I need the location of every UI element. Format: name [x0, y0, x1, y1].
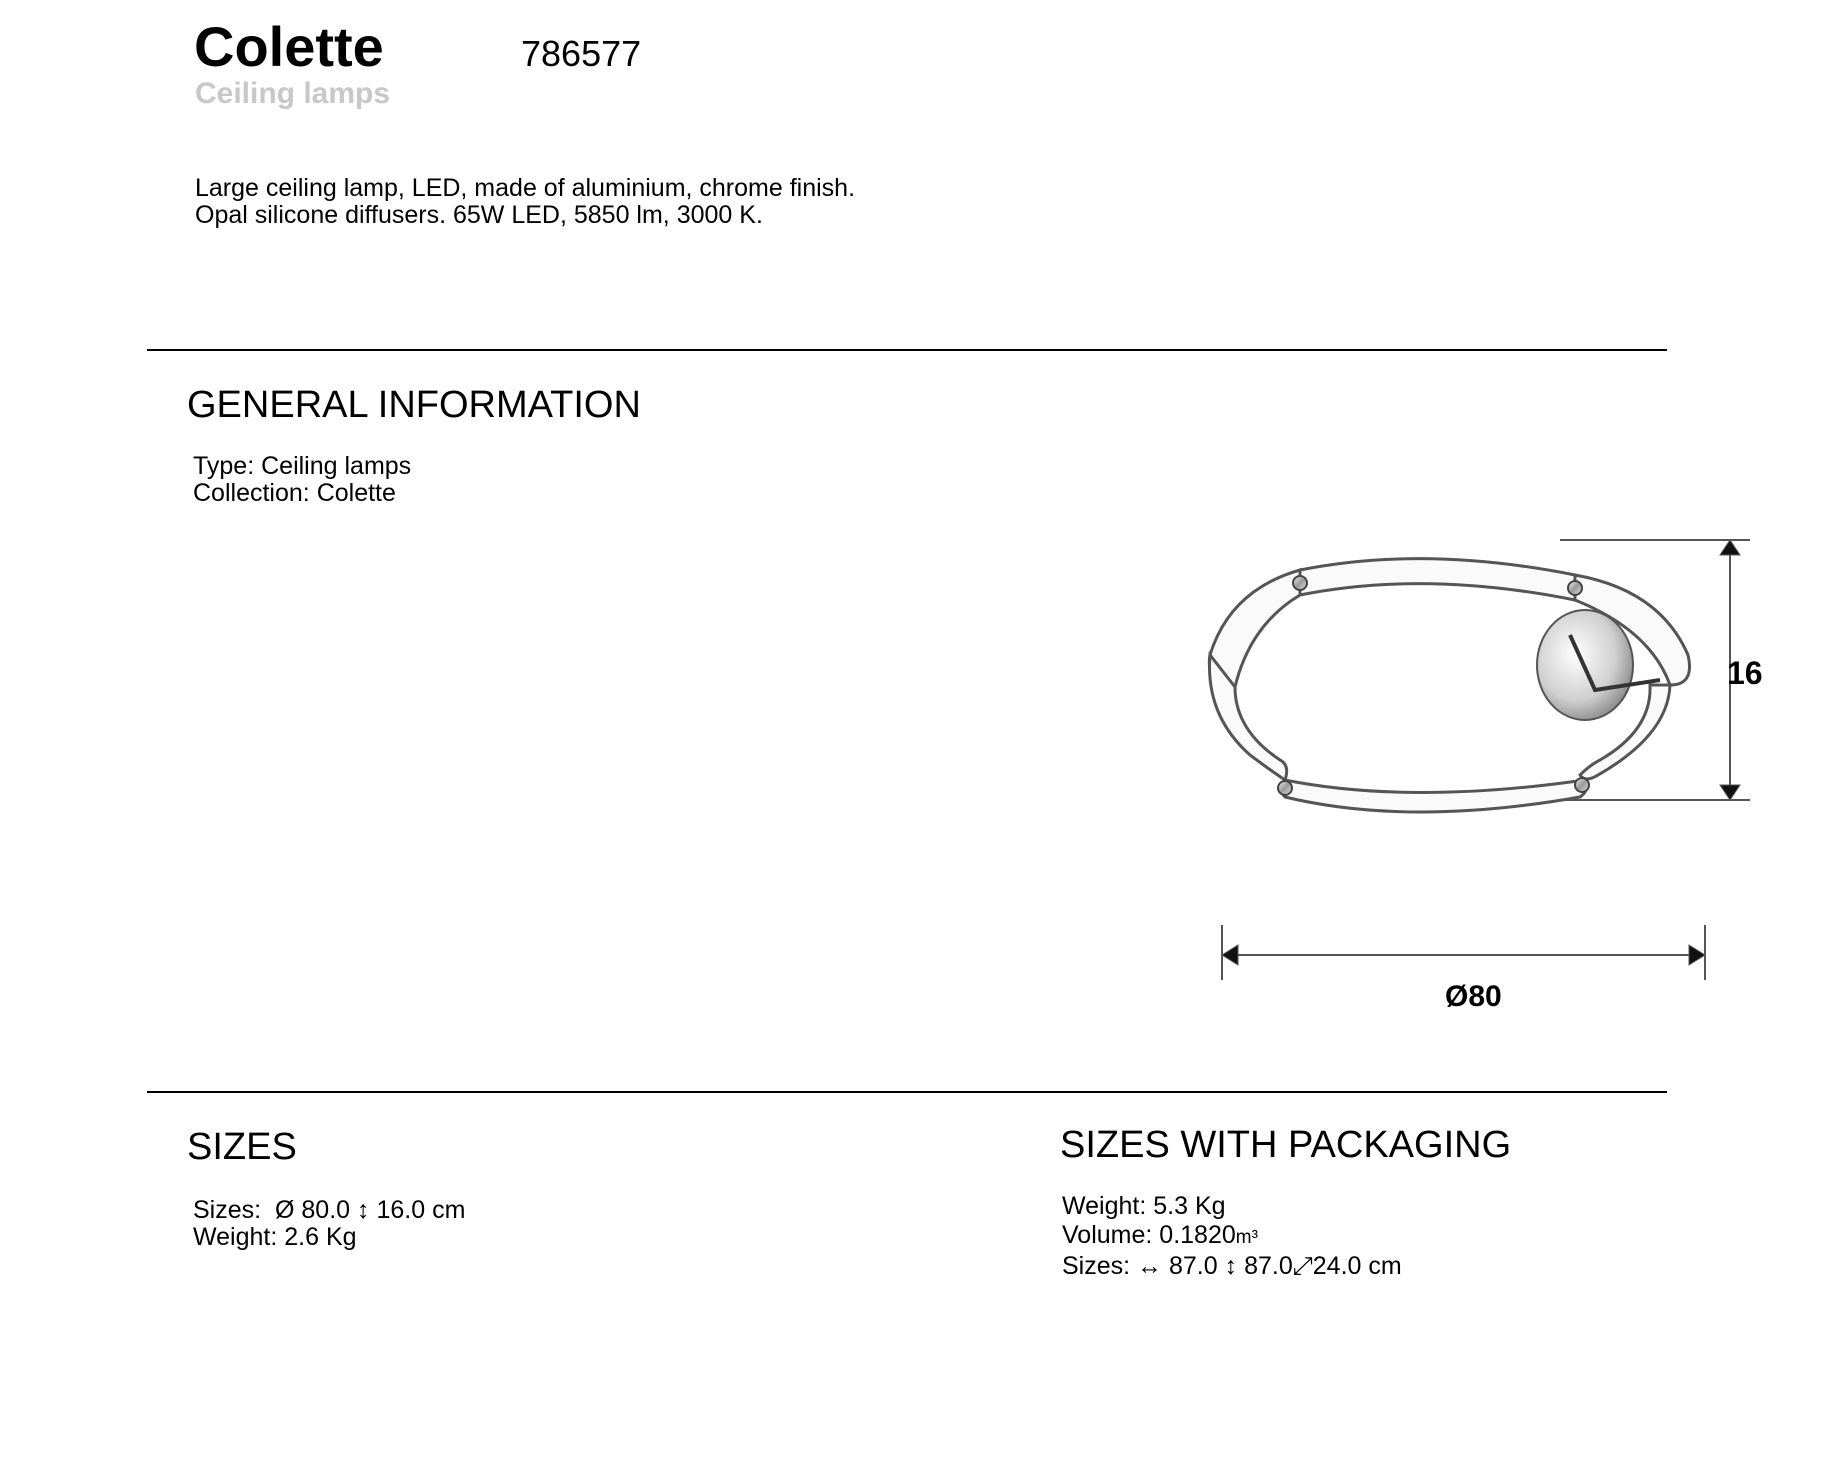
packaging-width-value: 87.0 [1169, 1252, 1218, 1280]
height-arrow-icon: ↕ [1224, 1252, 1238, 1280]
diameter-dimension-label: Ø80 [1445, 980, 1502, 1013]
packaging-weight-value: 5.3 Kg [1153, 1192, 1226, 1220]
packaging-sizes-line [1062, 1252, 1402, 1280]
height-arrow-icon: ↕ [357, 1196, 370, 1224]
description-line-1: Large ceiling lamp, LED, made of aluminium, chrome finish. [195, 174, 856, 202]
weight-label: Weight: [193, 1223, 278, 1251]
sizes-label: Sizes: [193, 1196, 262, 1224]
collection-label: Collection: [193, 479, 310, 507]
collection-value: Colette [316, 479, 396, 507]
lamp-technical-drawing [1190, 535, 1770, 1025]
weight-value: 2.6 Kg [284, 1223, 357, 1251]
depth-arrow-icon: ⤢ [1292, 1252, 1313, 1280]
section-heading-general: GENERAL INFORMATION [187, 384, 641, 426]
packaging-volume-value: 0.1820 [1159, 1221, 1236, 1249]
weight-line [193, 1223, 357, 1251]
packaging-volume-label: Volume: [1062, 1221, 1153, 1249]
packaging-depth-value: 24.0 cm [1312, 1252, 1402, 1280]
packaging-weight-line [1062, 1192, 1226, 1220]
divider [147, 1091, 1667, 1093]
packaging-weight-label: Weight: [1062, 1192, 1147, 1220]
section-heading-packaging: SIZES WITH PACKAGING [1060, 1124, 1512, 1166]
product-category: Ceiling lamps [195, 77, 391, 110]
volume-unit: m³ [1235, 1227, 1258, 1248]
diameter-value: 80.0 [301, 1196, 351, 1224]
divider [147, 349, 1667, 351]
sizes-line [193, 1196, 465, 1224]
diameter-dimension-line [1222, 925, 1705, 980]
type-value: Ceiling lamps [261, 452, 412, 480]
height-value: 16.0 cm [376, 1196, 466, 1224]
product-code: 786577 [521, 33, 642, 74]
diameter-icon: Ø [275, 1196, 295, 1224]
width-arrow-icon: ↔ [1137, 1252, 1163, 1280]
type-line [193, 452, 411, 480]
section-heading-sizes: SIZES [187, 1126, 297, 1168]
packaging-volume-line [1062, 1221, 1258, 1252]
packaging-height-value: 87.0 [1244, 1252, 1293, 1280]
description-line-2: Opal silicone diffusers. 65W LED, 5850 lm, 3000 K. [195, 201, 763, 229]
product-title: Colette [194, 15, 384, 78]
packaging-sizes-label: Sizes: [1062, 1252, 1131, 1280]
type-label: Type: [193, 452, 255, 480]
collection-line [193, 479, 396, 507]
height-dimension-label: 16 [1727, 655, 1763, 691]
